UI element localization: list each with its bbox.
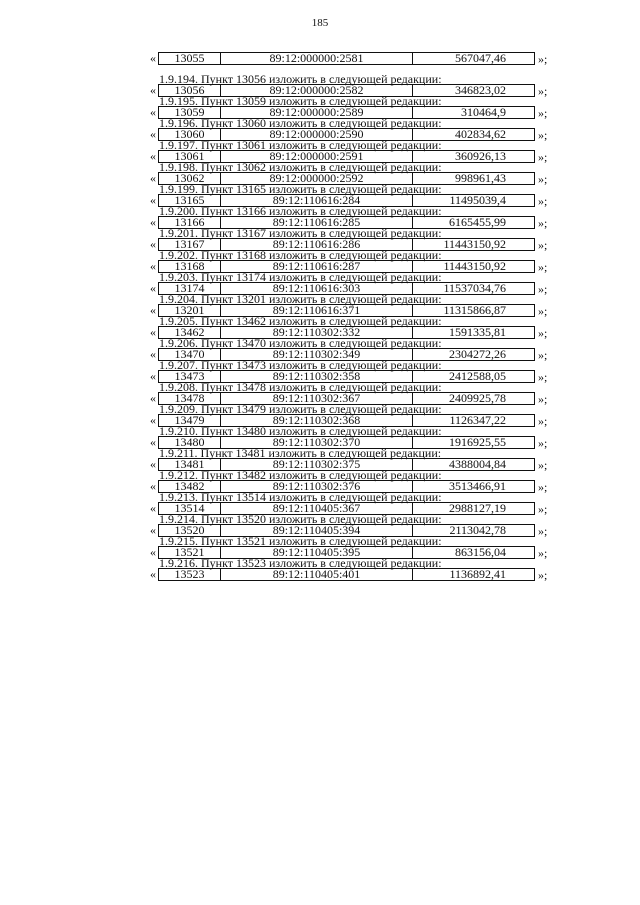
opening-quote: « [150, 523, 156, 537]
table-line [150, 52, 570, 65]
closing-quote: »; [538, 502, 548, 516]
closing-quote: »; [538, 304, 548, 318]
amendment-record [0, 358, 640, 384]
cadastral-number-cell: 89:12:110616:286 [221, 239, 413, 250]
opening-quote: « [150, 413, 156, 427]
item-number-cell: 13056 [159, 85, 221, 96]
amendment-instruction: 1.9.214. Пункт 13520 изложить в следующей редакции: [159, 512, 442, 526]
cadastral-number-cell: 89:12:110302:367 [221, 393, 413, 404]
cadastral-number-cell: 89:12:000000:2590 [221, 129, 413, 140]
item-number-cell: 13174 [159, 283, 221, 294]
cadastral-value-cell: 11495039,4 [449, 195, 506, 206]
closing-quote: »; [538, 260, 548, 274]
item-number-cell: 13462 [159, 327, 221, 338]
closing-quote: »; [538, 414, 548, 428]
item-number-cell: 13470 [159, 349, 221, 360]
opening-quote: « [150, 83, 156, 97]
item-number-cell: 13061 [159, 151, 221, 162]
cadastral-number-cell: 89:12:110302:349 [221, 349, 413, 360]
cadastral-value-cell: 4388004,84 [449, 459, 506, 470]
closing-quote: »; [538, 524, 548, 538]
closing-quote: »; [538, 172, 548, 186]
amendment-instruction: 1.9.204. Пункт 13201 изложить в следующей редакции: [159, 292, 442, 306]
cadastral-number-cell: 89:12:110302:358 [221, 371, 413, 382]
cadastral-number-cell: 89:12:000000:2591 [221, 151, 413, 162]
opening-quote: « [150, 259, 156, 273]
cadastral-value-cell: 1916925,55 [449, 437, 506, 448]
cadastral-number-cell: 89:12:110616:284 [221, 195, 413, 206]
amendment-instruction: 1.9.206. Пункт 13470 изложить в следующей редакции: [159, 336, 442, 350]
cadastral-value-cell: 11315866,87 [443, 305, 506, 316]
amendment-record [0, 226, 640, 252]
opening-quote: « [150, 105, 156, 119]
amendment-instruction: 1.9.201. Пункт 13167 изложить в следующей редакции: [159, 226, 442, 240]
amendment-record [0, 248, 640, 274]
cadastral-value-cell: 863156,04 [455, 547, 506, 558]
cadastral-value-cell: 11443150,92 [443, 261, 506, 272]
closing-quote: »; [538, 370, 548, 384]
cadastral-number-cell: 89:12:110405:395 [221, 547, 413, 558]
item-number-cell: 13166 [159, 217, 221, 228]
table-line [150, 568, 570, 581]
closing-quote: »; [538, 194, 548, 208]
cadastral-number-cell: 89:12:110405:394 [221, 525, 413, 536]
closing-quote: »; [538, 546, 548, 560]
amendment-instruction: 1.9.195. Пункт 13059 изложить в следующей редакции: [159, 94, 442, 108]
opening-quote: « [150, 501, 156, 515]
cadastral-value-cell: 1136892,41 [449, 569, 506, 580]
item-number-cell: 13165 [159, 195, 221, 206]
amendment-record [0, 52, 640, 73]
opening-quote: « [150, 171, 156, 185]
opening-quote: « [150, 479, 156, 493]
amendment-record [0, 116, 640, 142]
amendment-instruction: 1.9.210. Пункт 13480 изложить в следующей редакции: [159, 424, 442, 438]
opening-quote: « [150, 545, 156, 559]
amendment-instruction: 1.9.207. Пункт 13473 изложить в следующей редакции: [159, 358, 442, 372]
closing-quote: »; [538, 106, 548, 120]
closing-quote: »; [538, 458, 548, 472]
cadastral-number-cell: 89:12:000000:2589 [221, 107, 413, 118]
opening-quote: « [150, 457, 156, 471]
amendment-record [0, 380, 640, 406]
closing-quote: »; [538, 480, 548, 494]
amendment-record [0, 94, 640, 120]
opening-quote: « [150, 303, 156, 317]
item-number-cell: 13201 [159, 305, 221, 316]
opening-quote: « [150, 51, 156, 65]
amendment-instruction: 1.9.198. Пункт 13062 изложить в следующей редакции: [159, 160, 442, 174]
item-number-cell: 13520 [159, 525, 221, 536]
amendment-instruction: 1.9.203. Пункт 13174 изложить в следующей редакции: [159, 270, 442, 284]
amendment-instruction: 1.9.215. Пункт 13521 изложить в следующей редакции: [159, 534, 442, 548]
opening-quote: « [150, 215, 156, 229]
amendment-record [0, 402, 640, 428]
amendment-instruction: 1.9.196. Пункт 13060 изложить в следующей редакции: [159, 116, 442, 130]
item-number-cell: 13479 [159, 415, 221, 426]
table-row [158, 568, 535, 581]
amendments-list [0, 51, 640, 582]
opening-quote: « [150, 347, 156, 361]
item-number-cell: 13062 [159, 173, 221, 184]
amendment-instruction: 1.9.209. Пункт 13479 изложить в следующей редакции: [159, 402, 442, 416]
opening-quote: « [150, 281, 156, 295]
cadastral-value-cell: 1591335,81 [449, 327, 506, 338]
cadastral-value-cell: 2412588,05 [449, 371, 506, 382]
cadastral-number-cell: 89:12:110616:287 [221, 261, 413, 272]
item-number-cell: 13060 [159, 129, 221, 140]
cadastral-value-cell: 3513466,91 [449, 481, 506, 492]
closing-quote: »; [538, 150, 548, 164]
amendment-instruction: 1.9.212. Пункт 13482 изложить в следующей редакции: [159, 468, 442, 482]
cadastral-value-cell: 2409925,78 [449, 393, 506, 404]
cadastral-number-cell: 89:12:000000:2582 [221, 85, 413, 96]
opening-quote: « [150, 237, 156, 251]
item-number-cell: 13521 [159, 547, 221, 558]
page-number: 185 [311, 17, 329, 29]
cadastral-value-cell: 1126347,22 [449, 415, 506, 426]
item-number-cell: 13168 [159, 261, 221, 272]
opening-quote: « [150, 193, 156, 207]
amendment-record [0, 314, 640, 340]
amendment-instruction: 1.9.199. Пункт 13165 изложить в следующей редакции: [159, 182, 442, 196]
amendment-instruction: 1.9.194. Пункт 13056 изложить в следующей редакции: [159, 72, 442, 86]
cadastral-value-cell: 2988127,19 [449, 503, 506, 514]
closing-quote: »; [538, 84, 548, 98]
cadastral-number-cell: 89:12:110302:376 [221, 481, 413, 492]
cadastral-value-cell: 11443150,92 [443, 239, 506, 250]
amendment-instruction: 1.9.202. Пункт 13168 изложить в следующей редакции: [159, 248, 442, 262]
amendment-record [0, 160, 640, 186]
amendment-record [0, 292, 640, 318]
cadastral-number-cell: 89:12:110302:375 [221, 459, 413, 470]
amendment-instruction: 1.9.197. Пункт 13061 изложить в следующей редакции: [159, 138, 442, 152]
opening-quote: « [150, 391, 156, 405]
cadastral-number-cell: 89:12:110616:285 [221, 217, 413, 228]
amendment-record [0, 490, 640, 516]
amendment-record [0, 204, 640, 230]
closing-quote: »; [538, 238, 548, 252]
cadastral-number-cell: 89:12:110405:401 [221, 569, 413, 580]
closing-quote: »; [538, 348, 548, 362]
cadastral-value-cell: 2304272,26 [449, 349, 506, 360]
closing-quote: »; [538, 52, 548, 66]
cadastral-number-cell: 89:12:000000:2581 [221, 53, 413, 64]
opening-quote: « [150, 435, 156, 449]
amendment-record [0, 336, 640, 362]
amendment-record [0, 270, 640, 296]
amendment-instruction: 1.9.208. Пункт 13478 изложить в следующей редакции: [159, 380, 442, 394]
opening-quote: « [150, 325, 156, 339]
table-row [158, 52, 535, 65]
cadastral-value-cell: 360926,13 [455, 151, 506, 162]
cadastral-number-cell: 89:12:110302:370 [221, 437, 413, 448]
cadastral-value-cell: 6165455,99 [449, 217, 506, 228]
item-number-cell: 13478 [159, 393, 221, 404]
cadastral-value-cell: 346823,02 [455, 85, 506, 96]
cadastral-value-cell: 310464,9 [461, 107, 506, 118]
item-number-cell: 13482 [159, 481, 221, 492]
cadastral-number-cell: 89:12:110405:367 [221, 503, 413, 514]
opening-quote: « [150, 127, 156, 141]
amendment-record [0, 424, 640, 450]
amendment-record [0, 138, 640, 164]
amendment-instruction: 1.9.200. Пункт 13166 изложить в следующей редакции: [159, 204, 442, 218]
cadastral-value-cell: 11537034,76 [443, 283, 506, 294]
cadastral-number-cell: 89:12:110302:368 [221, 415, 413, 426]
amendment-record [0, 182, 640, 208]
item-number-cell: 13481 [159, 459, 221, 470]
amendment-record [0, 556, 640, 582]
closing-quote: »; [538, 436, 548, 450]
cadastral-number-cell: 89:12:110302:332 [221, 327, 413, 338]
opening-quote: « [150, 567, 156, 581]
amendment-record [0, 446, 640, 472]
closing-quote: »; [538, 216, 548, 230]
amendment-record [0, 512, 640, 538]
item-number-cell: 13523 [159, 569, 221, 580]
item-number-cell: 13055 [159, 53, 221, 64]
cadastral-value-cell: 567047,46 [455, 53, 506, 64]
amendment-record [0, 72, 640, 98]
closing-quote: »; [538, 568, 548, 582]
item-number-cell: 13480 [159, 437, 221, 448]
amendment-instruction: 1.9.205. Пункт 13462 изложить в следующей редакции: [159, 314, 442, 328]
amendment-instruction: 1.9.213. Пункт 13514 изложить в следующей редакции: [159, 490, 442, 504]
cadastral-value-cell: 402834,62 [455, 129, 506, 140]
closing-quote: »; [538, 282, 548, 296]
item-number-cell: 13514 [159, 503, 221, 514]
opening-quote: « [150, 149, 156, 163]
item-number-cell: 13167 [159, 239, 221, 250]
amendment-instruction: 1.9.211. Пункт 13481 изложить в следующей редакции: [159, 446, 442, 460]
opening-quote: « [150, 369, 156, 383]
closing-quote: »; [538, 392, 548, 406]
amendment-record [0, 468, 640, 494]
cadastral-number-cell: 89:12:110616:303 [221, 283, 413, 294]
amendment-record [0, 534, 640, 560]
item-number-cell: 13059 [159, 107, 221, 118]
cadastral-number-cell: 89:12:000000:2592 [221, 173, 413, 184]
closing-quote: »; [538, 326, 548, 340]
closing-quote: »; [538, 128, 548, 142]
amendment-instruction: 1.9.216. Пункт 13523 изложить в следующей редакции: [159, 556, 442, 570]
cadastral-value-cell: 2113042,78 [449, 525, 506, 536]
cadastral-value-cell: 998961,43 [455, 173, 506, 184]
item-number-cell: 13473 [159, 371, 221, 382]
cadastral-number-cell: 89:12:110616:371 [221, 305, 413, 316]
